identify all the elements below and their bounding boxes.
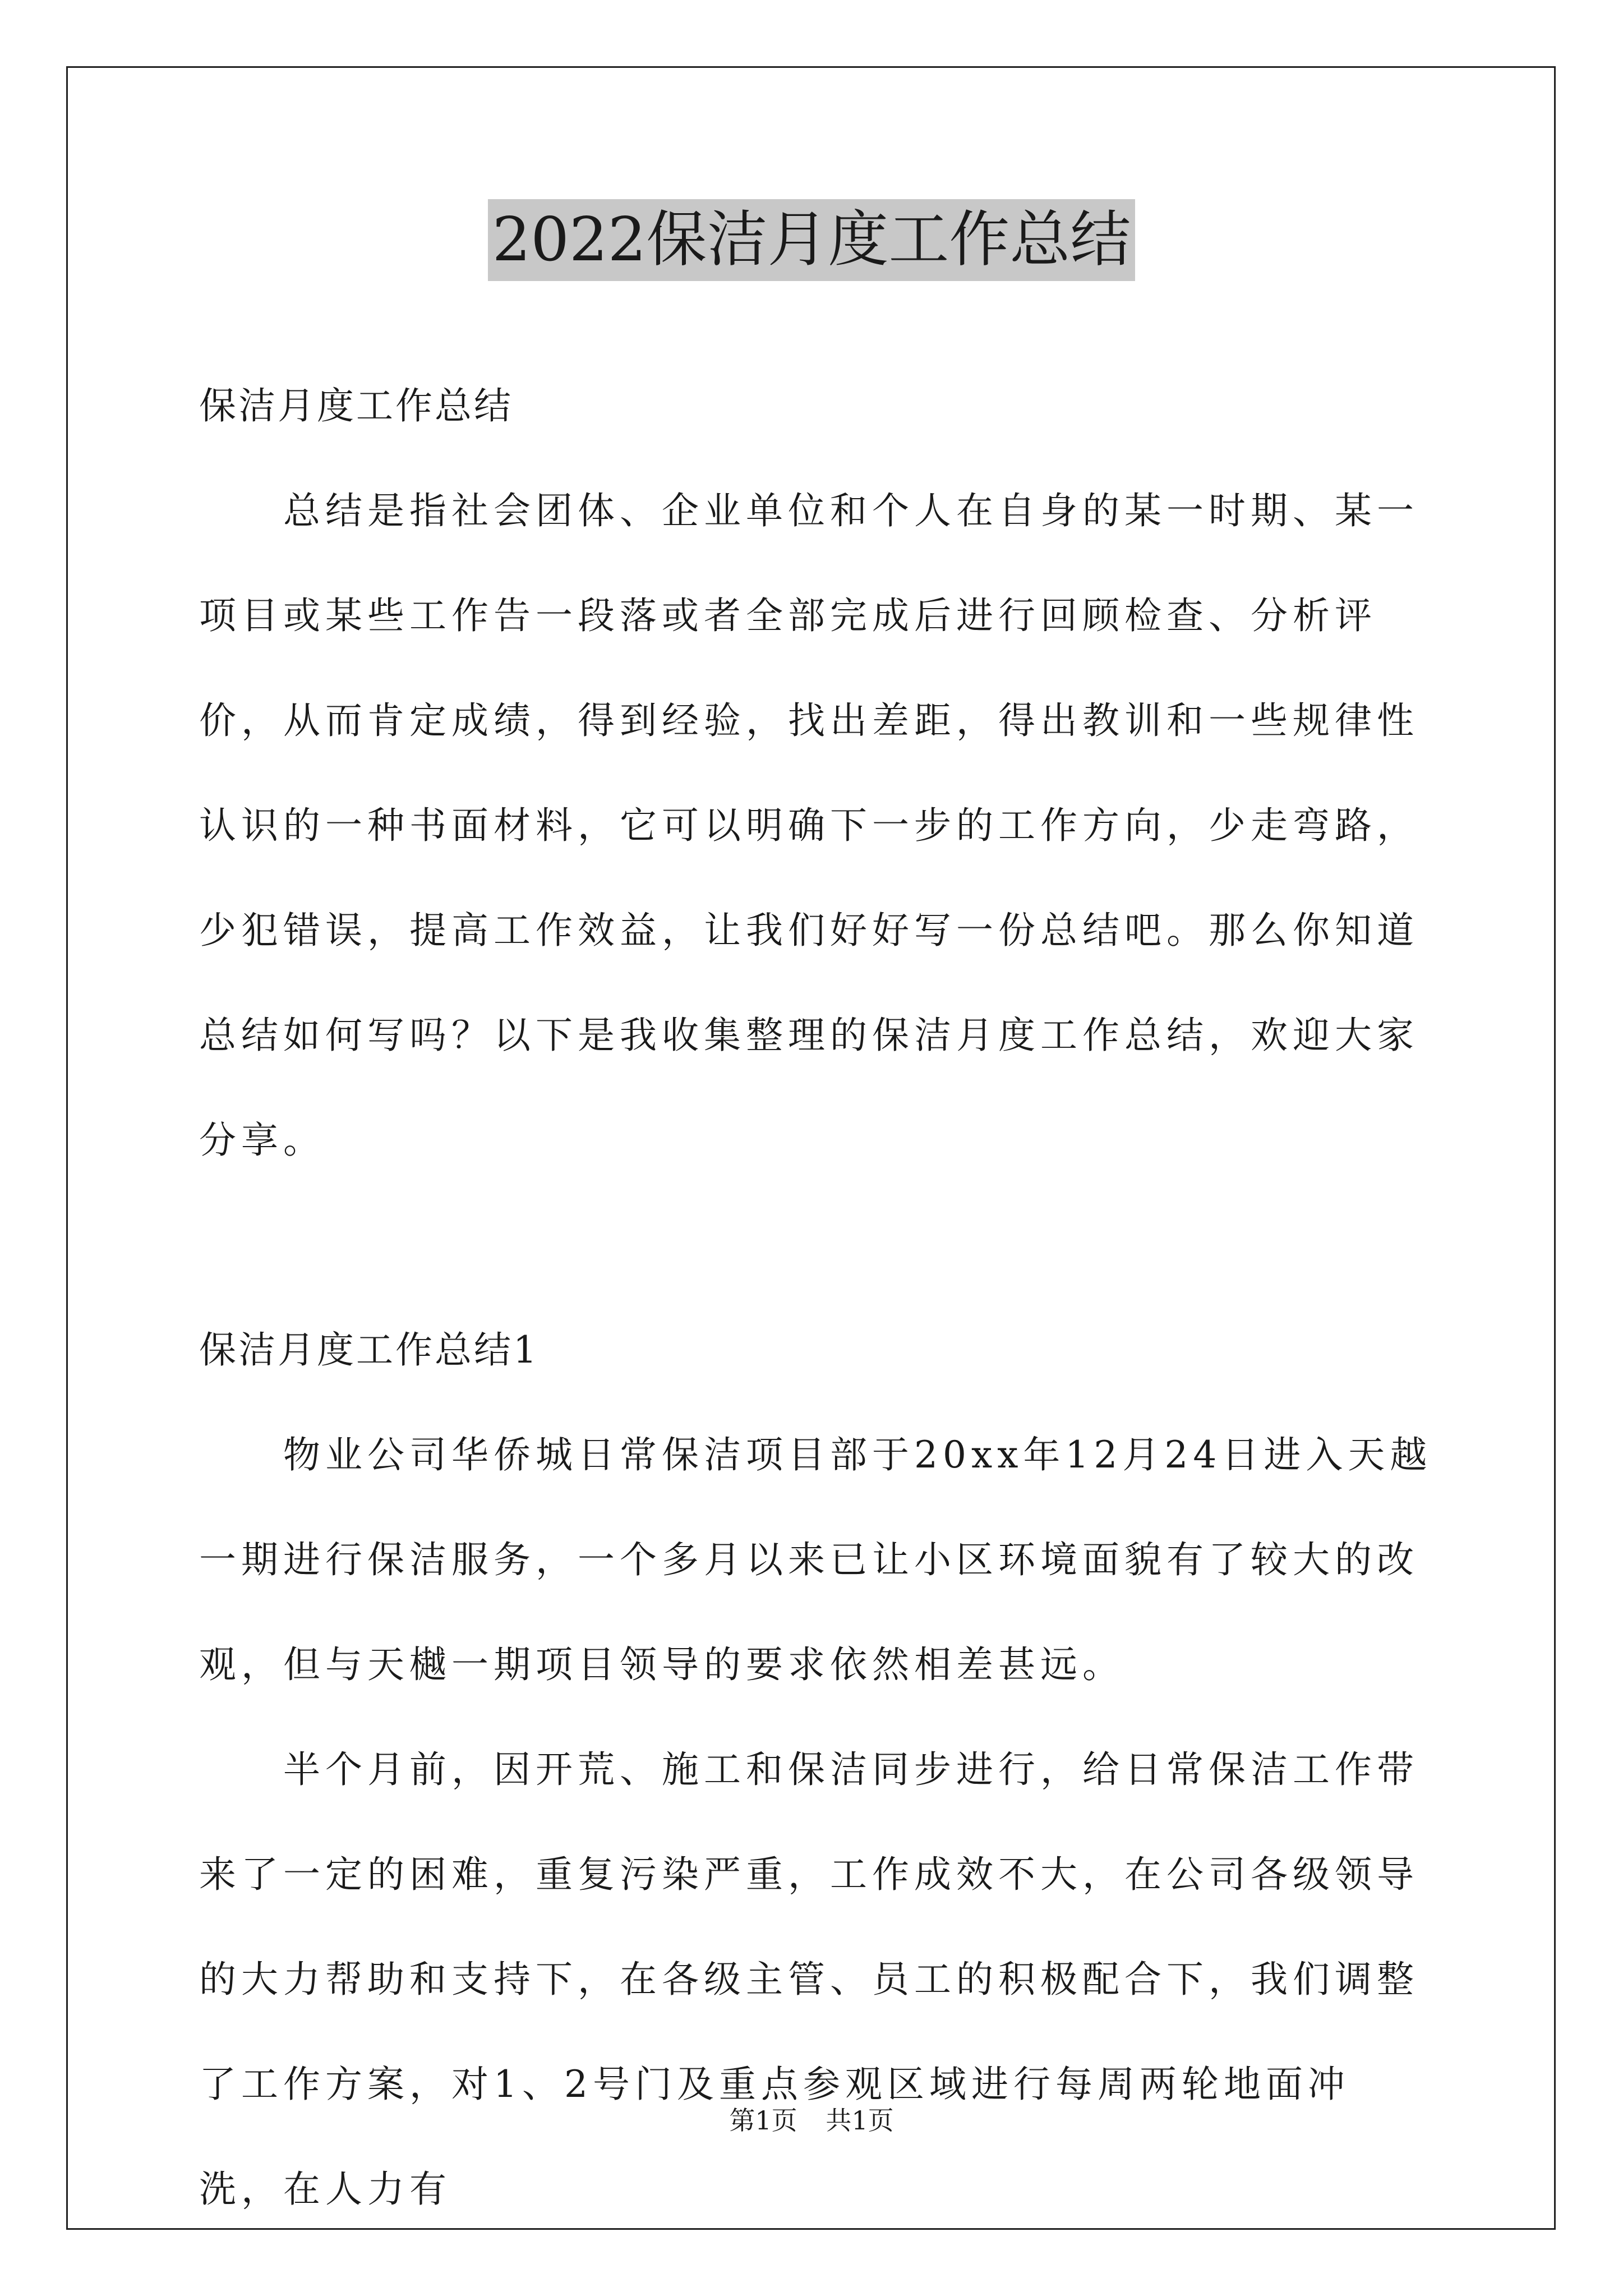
section-heading: 保洁月度工作总结1 <box>199 1328 539 1372</box>
section-heading: 保洁月度工作总结 <box>199 384 513 427</box>
paragraph: 物业公司华侨城日常保洁项目部于20xx年12月24日进入天越一期进行保洁服务，一个多月以来已让小区环境面貌有了较大的改观，但与天樾一期项目领导的要求依然相差甚远。 <box>199 1433 1432 1686</box>
document-title <box>0 199 1623 283</box>
paragraph: 半个月前，因开荒、施工和保洁同步进行，给日常保洁工作带来了一定的困难，重复污染严重，工作成效不大，在公司各级领导的大力帮助和支持下，在各级主管、员工的积极配合下，我们调整了工作方案，对1、2号门及重点参观区域进行每周两轮地面冲洗，在人力有 <box>199 1748 1419 2211</box>
page-footer <box>0 2104 1623 2137</box>
page-number-total: 共1页 <box>826 2105 894 2136</box>
document-body <box>199 353 1433 2242</box>
page-number-current: 第1页 <box>729 2105 797 2136</box>
paragraph: 总结是指社会团体、企业单位和个人在自身的某一时期、某一项目或某些工作告一段落或者全部完成后进行回顾检查、分析评价，从而肯定成绩，得到经验，找出差距，得出教训和一些规律性认识的一种书面材料，它可以明确下一步的工作方向，少走弯路，少犯错误，提高工作效益，让我们好好写一份总结吧。那么你知道总结如何写吗？以下是我收集整理的保洁月度工作总结，欢迎大家分享。 <box>199 489 1419 1162</box>
document-title-text: 2022保洁月度工作总结 <box>488 199 1136 281</box>
